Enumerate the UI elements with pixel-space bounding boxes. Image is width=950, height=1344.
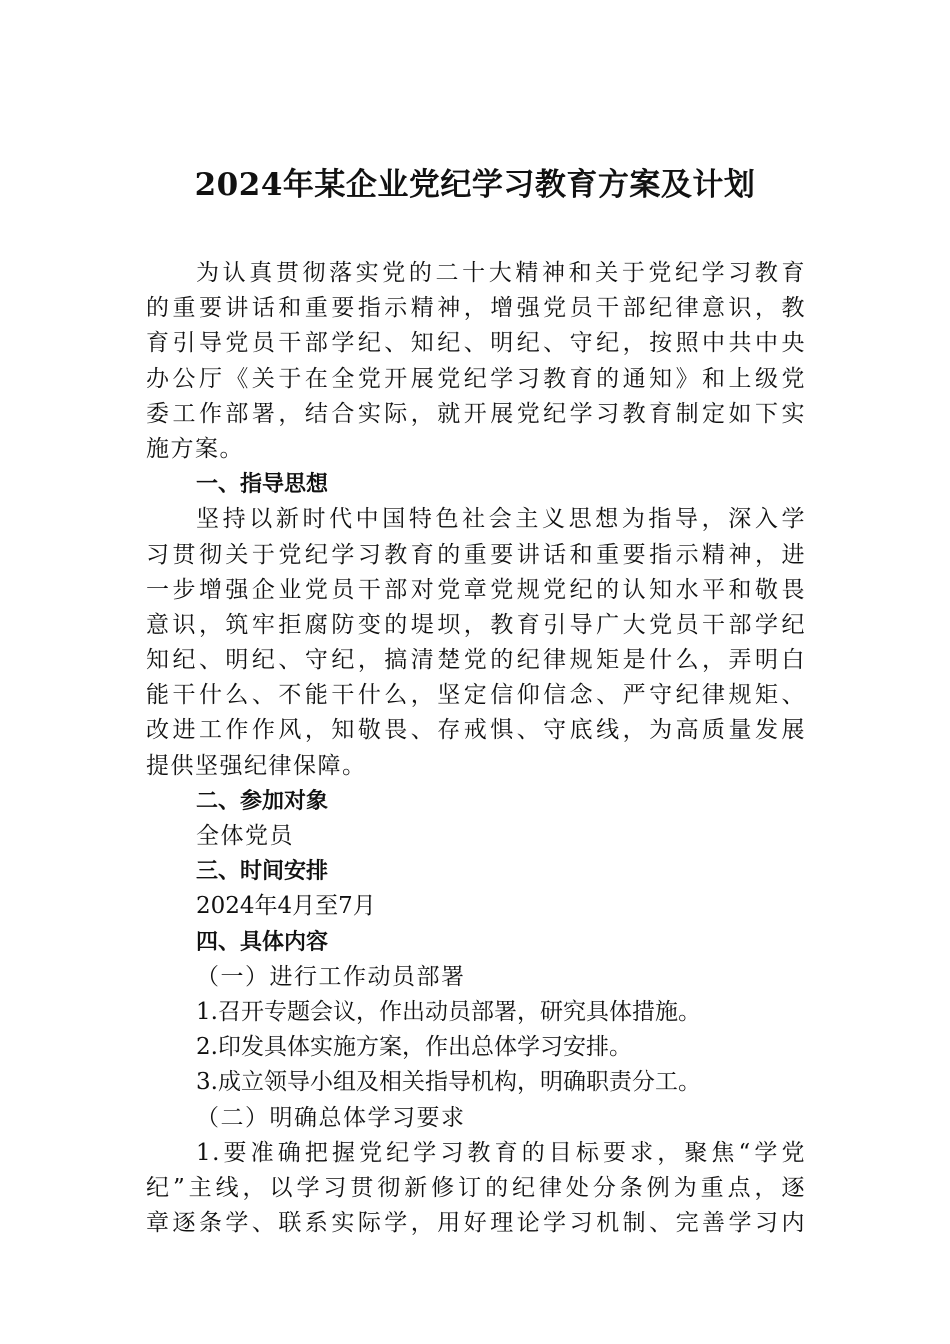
paragraph-line: 能干什么、不能干什么，坚定信仰信念、严守纪律规矩、 xyxy=(146,682,806,709)
paragraph-line: 意识，筑牢拒腐防变的堤坝，教育引导广大党员干部学纪 xyxy=(146,611,806,638)
subsection-heading: （二）明确总体学习要求 xyxy=(196,1104,466,1131)
paragraph-line: 一步增强企业党员干部对党章党规党纪的认知水平和敬畏 xyxy=(146,576,806,603)
list-item: 3.成立领导小组及相关指导机构，明确职责分工。 xyxy=(196,1069,701,1096)
paragraph-line: 办公厅《关于在全党开展党纪学习教育的通知》和上级党 xyxy=(146,365,806,392)
paragraph-line: 育引导党员干部学纪、知纪、明纪、守纪，按照中共中央 xyxy=(146,330,806,357)
paragraph-line: 章逐条学、联系实际学，用好理论学习机制、完善学习内 xyxy=(146,1210,806,1237)
document-title: 2024年某企业党纪学习教育方案及计划 xyxy=(194,167,756,203)
list-item: 2.印发具体实施方案，作出总体学习安排。 xyxy=(196,1034,632,1061)
paragraph-line: 知纪、明纪、守纪，搞清楚党的纪律规矩是什么，弄明白 xyxy=(146,647,806,674)
paragraph-line: 提供坚强纪律保障。 xyxy=(146,752,367,779)
section-heading: 三、时间安排 xyxy=(196,859,329,885)
paragraph-line: 施方案。 xyxy=(146,435,244,462)
paragraph-line: 2024年4月至7月 xyxy=(196,893,376,920)
paragraph-line: 坚持以新时代中国特色社会主义思想为指导，深入学 xyxy=(196,506,806,533)
paragraph-line: 的重要讲话和重要指示精神，增强党员干部纪律意识，教 xyxy=(146,295,806,322)
paragraph-line: 改进工作作风，知敬畏、存戒惧、守底线，为高质量发展 xyxy=(146,717,806,744)
paragraph-line: 1.要准确把握党纪学习教育的目标要求，聚焦“学党 xyxy=(196,1139,806,1166)
section-heading: 一、指导思想 xyxy=(196,472,329,498)
section-heading: 二、参加对象 xyxy=(196,788,329,814)
paragraph-line: 全体党员 xyxy=(196,823,294,849)
section-heading: 四、具体内容 xyxy=(196,929,329,955)
paragraph-line: 为认真贯彻落实党的二十大精神和关于党纪学习教育 xyxy=(196,260,806,286)
document-body xyxy=(146,256,806,1241)
subsection-heading: （一）进行工作动员部署 xyxy=(196,963,466,990)
paragraph-line: 纪”主线，以学习贯彻新修订的纪律处分条例为重点，逐 xyxy=(146,1174,806,1201)
paragraph-line: 习贯彻关于党纪学习教育的重要讲话和重要指示精神，进 xyxy=(146,541,806,568)
list-item: 1.召开专题会议，作出动员部署，研究具体措施。 xyxy=(196,998,701,1025)
paragraph-line: 委工作部署，结合实际，就开展党纪学习教育制定如下实 xyxy=(146,400,806,427)
